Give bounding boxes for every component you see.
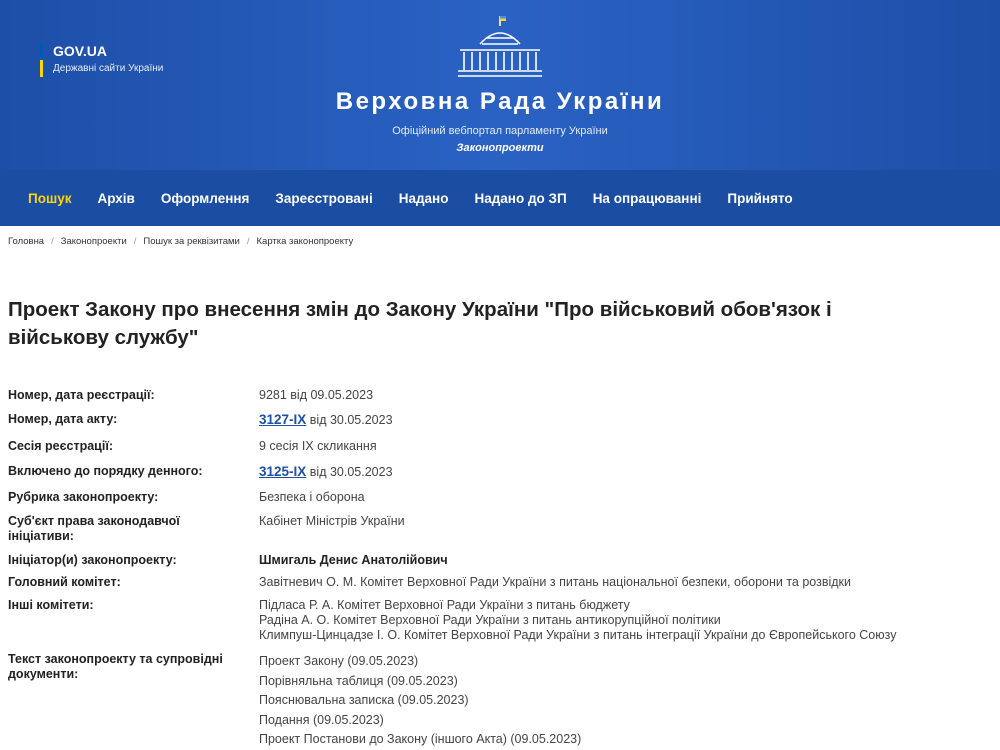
site-title[interactable]: Верховна Рада України	[335, 88, 665, 115]
detail-label: Номер, дата реєстрації:	[8, 388, 155, 402]
main-nav	[0, 170, 1000, 226]
nav-adopted[interactable]: Прийнято	[727, 190, 793, 206]
detail-value	[259, 464, 979, 480]
act-number-link[interactable]: 3127-IX	[259, 412, 307, 427]
breadcrumb-separator: /	[133, 236, 137, 247]
breadcrumb-search[interactable]: Пошук за реквізитами	[143, 236, 240, 247]
site-subtitle: Офіційний вебпортал парламенту України	[392, 125, 608, 137]
nav-archive[interactable]: Архів	[97, 190, 135, 206]
parliament-building-icon[interactable]	[454, 14, 546, 80]
nav-in-processing[interactable]: На опрацюванні	[592, 190, 702, 206]
documents-list	[259, 652, 979, 750]
page-title: Проект Закону про внесення змін до Закону України "Про військовий обов'язок і військову службу"	[8, 298, 832, 349]
committee-item: Климпуш-Цинцадзе І. О. Комітет Верховної Ради України з питань інтеграції України до Європейського Союзу	[259, 628, 897, 642]
detail-label: Інші комітети:	[8, 598, 94, 612]
detail-label: Сесія реєстрації:	[8, 439, 113, 453]
nav-provided-to-zp[interactable]: Надано до ЗП	[474, 190, 567, 206]
detail-value: 9281 від 09.05.2023	[259, 388, 374, 402]
committee-item: Радіна А. О. Комітет Верховної Ради України з питань антикорупційної політики	[259, 613, 721, 627]
detail-label: Текст законопроекту та супровідні документи:	[8, 652, 223, 681]
breadcrumb-separator: /	[51, 236, 54, 247]
committee-item: Підласа Р. А. Комітет Верховної Ради України з питань бюджету	[259, 598, 630, 612]
breadcrumb-bills[interactable]: Законопроекти	[60, 236, 127, 247]
gov-ua-link[interactable]	[40, 43, 163, 77]
nav-search[interactable]: Пошук	[28, 190, 72, 206]
site-header	[0, 0, 1000, 170]
detail-value: 9 сесія IX скликання	[259, 439, 377, 453]
detail-label: Головний комітет:	[8, 575, 121, 589]
detail-label: Включено до порядку денного:	[8, 464, 203, 478]
breadcrumb-separator: /	[246, 236, 250, 247]
nav-formatting[interactable]: Оформлення	[160, 190, 250, 206]
gov-ua-subtitle: Державні сайти України	[53, 63, 164, 74]
nav-registered[interactable]: Зареєстровані	[275, 190, 373, 206]
detail-value: Кабінет Міністрів України	[259, 514, 405, 528]
detail-value	[259, 412, 979, 428]
main-committee-value: Завітневич О. М. Комітет Верховної Ради України з питань національної безпеки, оборони та розвідки	[259, 575, 851, 589]
detail-label: Суб'єкт права законодавчої ініціативи:	[8, 514, 180, 543]
act-date: від 30.05.2023	[306, 413, 393, 427]
document-link[interactable]: Порівняльна таблиця (09.05.2023)	[259, 673, 458, 688]
detail-label: Рубрика законопроекту:	[8, 490, 159, 504]
breadcrumb-home[interactable]: Головна	[8, 236, 45, 247]
initiator-name[interactable]: Шмигаль Денис Анатолійович	[259, 553, 448, 567]
document-link[interactable]: Подання (09.05.2023)	[259, 712, 384, 727]
document-link[interactable]: Проект Закону (09.05.2023)	[259, 654, 419, 668]
breadcrumb-current: Картка законопроекту	[256, 236, 354, 247]
agenda-number-link[interactable]: 3125-IX	[259, 464, 307, 479]
agenda-date: від 30.05.2023	[306, 465, 393, 479]
document-link[interactable]: Пояснювальна записка (09.05.2023)	[259, 693, 469, 707]
nav-provided[interactable]: Надано	[398, 190, 449, 206]
other-committees-list	[259, 598, 979, 643]
document-link[interactable]: Проект Постанови до Закону (іншого Акта) (09.05.2023)	[259, 732, 582, 746]
detail-label: Ініціатор(и) законопроекту:	[8, 553, 177, 567]
section-name: Законопроекти	[456, 142, 544, 154]
detail-label: Номер, дата акту:	[8, 412, 118, 426]
gov-ua-title: GOV.UA	[53, 43, 107, 59]
breadcrumb	[8, 236, 353, 247]
detail-value: Безпека і оборона	[259, 490, 365, 504]
